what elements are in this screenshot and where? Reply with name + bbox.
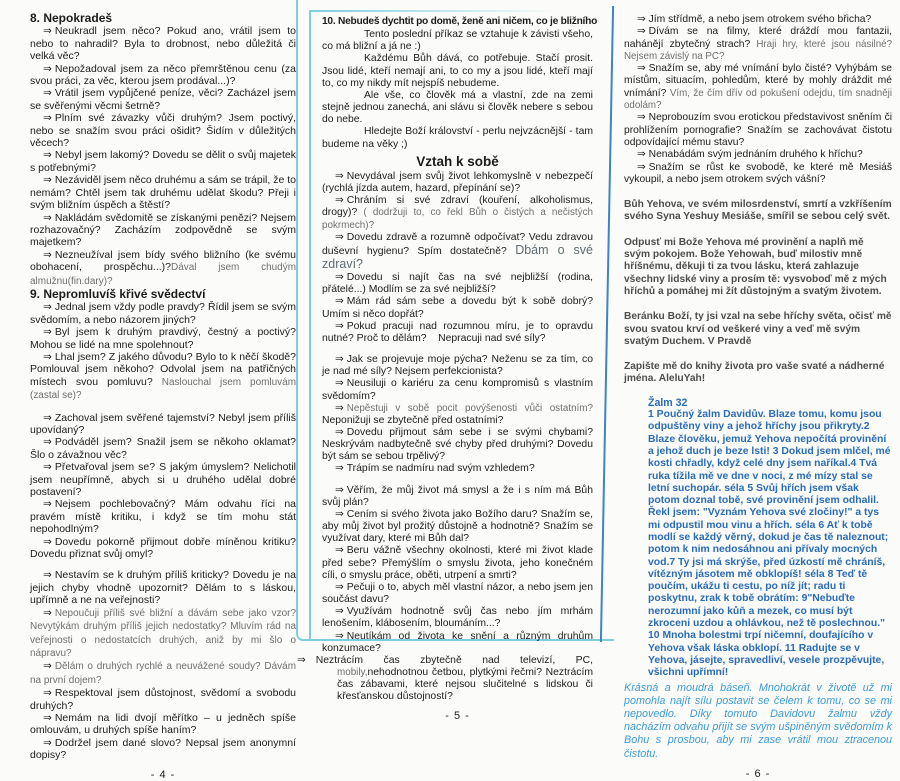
annotation-text: Vím, že čím dřív od pokušení odejdu, tím snadněji odolám?: [624, 87, 892, 112]
question-text: Nejsem pochlebovačný? Mám odvahu říci na pravém místě kritiku, i když se tím mohu stát nepohodlným?: [30, 498, 296, 536]
arrow-icon: ⇒: [297, 654, 306, 666]
question-item: [322, 631, 593, 655]
question-item: [624, 162, 892, 187]
question-text: Plním své závazky vůči druhým? Jsem poctivý, nebo se snažím svou práci ošidit? Šidím v důležitých věcech?: [30, 112, 296, 150]
arrow-icon: ⇒: [335, 427, 344, 438]
intro-paragraph: Každému Bůh dává, co potřebuje. Stačí prosit. Jsou lidé, kteří nemají ani, to co my a jsou lidé, kteří mají to, co my nikdy mít nejspíš nebudeme.: [322, 53, 593, 89]
question-text: Nakládám svědomitě se získanými penězi? Nejsem rozhazovačný? Zacházím zodpovědně se svým majetkem?: [30, 211, 296, 249]
arrow-icon: ⇒: [43, 174, 52, 187]
prayer-paragraph: Beránku Boží, ty jsi vzal na sebe hříchy světa, očisť mě svou svatou krví od veškeré viny a veď mě svým svatým Duchem. V Pravdě: [624, 311, 892, 347]
question-text: Využívám hodnotně svůj čas nebo jím mrhám lenošením, klábosením, bloumáním...?: [322, 606, 593, 630]
arrow-icon: ⇒: [43, 112, 52, 125]
question-item: [624, 149, 892, 161]
question-text: Nebyl jsem lakomý? Dovedu se dělit o svůj majetek s potřebnými?: [30, 149, 296, 174]
prayer-paragraph: Odpusť mi Bože Yehova mé provinění a naplň mě svým pokojem. Bože Yehowah, buď milostiv mně hříšnému, děkuji ti za tvou lásku, která zahlazuje všechny lidské viny a prosím tě: vysvoboď mě z mých hříchů a pomáhej mi žít důstojným a svatým životem.: [624, 236, 887, 297]
arrow-icon: ⇒: [335, 231, 344, 243]
question-item: [30, 536, 296, 561]
arrow-icon: ⇒: [335, 630, 344, 642]
arrow-icon: ⇒: [335, 170, 344, 182]
arrow-icon: ⇒: [43, 660, 52, 673]
psalm-text: 1 Poučný žalm Davidův. Blaze tomu, komu jsou odpuštěny viny a jehož hříchy jsou přikryty.2 Blaze člověku, jemuž Yehova nepočítá provinění a jehož duch je beze lsti! 3 Dokud jsem mlčel, mé kosti chřadly, když celé dny jsem naříkal.4 Tvá ruka tížila mě ve dne v noci, z mé mízy stal se letní suchopár. séla 5 Svůj hřích jsem však potom doznal tobě, své provinění jsem odhalil. Řekl jsem: "Vyznám Yehova své zločiny!" a tys mi odpustil mou vinu a hřích. séla 6 Ať k tobě modlí se každý věrný, dokud je čas tě naleznout; potom k nim nedosáhnou ani přívaly mocných vod.7 Ty jsi má skrýše, před úzkostí mě chráníš, vítězným jásotem mě obklopíš! séla 8 Teď tě poučím, ukážu ti cestu, po níž jít; radu ti poskytnu, zrak k tobě obrátím: 9"Nebuďte nerozumní jako kůň a mezek, co musí být zkroceni uzdou a ohlávkou, než tě poslechnou." 10 Mnoha bolestmi trpí ničemní, doufajícího v Yehova však láska obklopí. 11 Radujte se v Yehova, jásejte, spravedliví, vesele prozpěvujte, všichni upřímní!: [648, 409, 891, 679]
annotation-text: Nepoučuji příliš své bližní a dávám sebe jako vzor? Nevytýkám druhým příliš jejich nedostatky? Mluvím rád na veřejnosti o nedostatcích druhých, aniž by mi šlo o nápravu?: [30, 607, 296, 659]
arrow-icon: ⇒: [335, 545, 344, 557]
question-text: Nenabádám svým jednáním druhého k hříchu?: [648, 149, 863, 161]
question-item: [30, 112, 296, 149]
arrow-icon: ⇒: [335, 581, 344, 593]
question-text: Nemám na lidi dvojí měřítko – u jedněch spíše omlouvám, u druhých spíše haním?: [30, 711, 296, 737]
arrow-icon: ⇒: [43, 461, 52, 474]
question-item: [322, 232, 593, 272]
arrow-icon: ⇒: [43, 248, 52, 261]
arrow-icon: ⇒: [43, 350, 52, 363]
question-item: [624, 14, 892, 26]
arrow-icon: ⇒: [335, 195, 344, 207]
question-item: [322, 545, 593, 581]
question-text: Jednal jsem vždy podle pravdy? Řídil jsem se svým svědomím, a nebo názorem jiných?: [30, 301, 296, 326]
prayer-paragraph: Zapište mě do knihy života pro vaše svaté a nádherné jména. AleluYah!: [624, 361, 885, 385]
section-heading: 8. Nepokradeš: [30, 11, 113, 25]
question-item: [30, 412, 296, 437]
arrow-icon: ⇒: [43, 149, 52, 162]
column-divider-line-cyan: [309, 10, 311, 639]
arrow-icon: ⇒: [335, 378, 344, 390]
question-text: Mám rád sám sebe a dovedu být k sobě dobrý? Umím si něco dopřát?: [322, 296, 593, 320]
question-text: Nepožadoval jsem za něco přemrštěnou cenu (za svou práci, za věc, kterou jsem prodával...)?: [30, 62, 296, 88]
question-item: [322, 485, 593, 509]
section-heading: 10. Nebudeš dychtit po domě, ženě ani ničem, co je bližního: [322, 16, 598, 27]
section-heading: 9. Nepromluvíš křivé svědectví: [30, 286, 206, 301]
question-text: Nestavím se k druhým příliš kriticky? Dovedu je na jejich chyby vhodně upozornit? Dělám to s láskou, upřímně a ne na veřejnosti?: [30, 569, 296, 607]
question-text: Dovedu zdravě a rozumně odpočívat? Vedu zdravou duševní hygienu? Spím dostatečně?: [322, 231, 593, 257]
question-item: [322, 582, 593, 606]
arrow-icon: ⇒: [43, 606, 52, 619]
arrow-icon: ⇒: [43, 301, 52, 314]
arrow-icon: ⇒: [43, 535, 52, 548]
question-text: Neutíkám od života ke snění a různým druhům konzumace?: [322, 630, 593, 654]
arrow-icon: ⇒: [43, 569, 52, 582]
arrow-icon: ⇒: [335, 354, 344, 366]
annotation-text: Dbám o své zdraví?: [322, 242, 594, 271]
question-text: Vrátil jsem vypůjčené peníze, věci? Zacházel jsem se svěřenými věcmi šetrně?: [30, 87, 296, 112]
prayer-paragraph: Bůh Yehova, ve svém milosrdenství, smrtí a vzkříšením svého Syna Yeshuy Mesiáše, smířil se sebou celý svět.: [624, 199, 892, 223]
question-item: [30, 687, 296, 712]
question-item: [30, 174, 296, 211]
arrow-icon: ⇒: [43, 211, 52, 224]
arrow-icon: ⇒: [335, 402, 344, 414]
column-divider-line-blue: [600, 6, 614, 642]
question-item: [30, 301, 296, 326]
question-item: [30, 249, 296, 288]
question-item: [624, 26, 892, 63]
question-text: Podváděl jsem? Snažil jsem se někoho oklamat? Šlo o závažnou věc?: [30, 436, 296, 461]
arrow-icon: ⇒: [637, 161, 646, 173]
question-item: [322, 509, 593, 545]
question-item: [30, 149, 296, 174]
question-text: Dodržel jsem dané slovo? Nepsal jsem anonymní dopisy?: [30, 736, 296, 762]
question-item: [30, 607, 296, 661]
arrow-icon: ⇒: [43, 436, 52, 449]
question-text: Dovedu přijmout sám sebe i se svými chybami? Neskrývám nadbytečně své chyby před druhými? Dovedu být sám se sebou trpělivý?: [322, 427, 593, 463]
page-6-content: [624, 14, 892, 761]
question-text: Dívám se na filmy, které dráždí mou fantazii, nahánějí zbytečný strach?: [624, 26, 892, 50]
question-text: Neponižuji se zbytečně před ostatními?: [322, 414, 504, 426]
question-text: Respektoval jsem důstojnost, svědomí a svobodu druhých?: [30, 687, 296, 712]
question-text: nehodnotnou četbou, plytkými řečmi? Neztrácím čas zábavami, které nejsou slučitelné s lidskou či křesťanskou důstojností?: [337, 666, 593, 703]
question-item: [322, 354, 593, 378]
annotation-text: Hraji hry, které jsou násilné? Nejsem závislý na PC?: [624, 38, 892, 62]
question-item: [322, 427, 593, 463]
question-text: Pokud pracuji nad rozumnou míru, je to opravdu nutné? Proč to dělám? Nepracuji nad své síly?: [322, 320, 593, 344]
question-item: [30, 87, 296, 112]
question-text: Dovedu pokorně přijmout dobře míněnou kritiku? Dovedu přiznat svůj omyl?: [30, 535, 296, 561]
question-item: [30, 212, 296, 249]
question-text: Snažím se, aby mé vnímání bylo čisté? Vyhýbám se místům, situacím, pohledům, které by mohly dráždit mé vnímání?: [624, 63, 892, 99]
arrow-icon: ⇒: [43, 411, 52, 424]
question-text: Nevydával jsem svůj život lehkomyslně v nebezpečí (rychlá jízda autem, hazard, přepínání se)?: [322, 170, 593, 195]
question-item: [30, 461, 296, 498]
question-text: Nezneužíval jsem bídy svého bližního (ke svému obohacení, prospěchu...)?: [30, 248, 296, 274]
page-number-5: - 5 -: [445, 710, 470, 723]
question-text: Chráním si své zdraví (kouření, alkoholismus, drogy)?: [322, 195, 593, 219]
annotation-text: mobily,: [337, 666, 368, 678]
question-item: [322, 606, 593, 630]
arrow-icon: ⇒: [335, 320, 344, 332]
arrow-icon: ⇒: [335, 484, 344, 496]
page-5-content: [297, 16, 598, 703]
question-item: [30, 660, 296, 687]
question-text: Neukradl jsem něco? Pokud ano, vrátil jsem to nebo to nahradil? Byla to drobnost, nebo důležitá či velká věc?: [30, 25, 296, 63]
arrow-icon: ⇒: [43, 87, 52, 100]
arrow-icon: ⇒: [43, 711, 52, 724]
arrow-icon: ⇒: [335, 272, 344, 284]
question-item: [322, 296, 593, 320]
question-text: Beru vážně všechny okolnosti, které mi život klade před sebe? Přemýšlím o smyslu života, jeho konečném cíli, o smyslu práce, oběti, utrpení a smrti?: [322, 545, 593, 581]
question-item: [322, 195, 593, 231]
page-number-6: - 6 -: [745, 767, 771, 780]
arrow-icon: ⇒: [43, 687, 52, 700]
question-item: [624, 112, 892, 149]
question-text: Neztrácím čas zbytečně nad televizí, PC,: [315, 654, 593, 666]
question-item: [624, 63, 892, 112]
arrow-icon: ⇒: [43, 498, 52, 511]
question-text: Pečuji o to, abych měl vlastní názor, a nebo jsem jen součást davu?: [322, 581, 593, 606]
question-text: Jak se projevuje moje pýcha? Neženu se za tím, co je nad mé síly? Nejsem perfekcionista?: [322, 354, 593, 378]
question-text: Neprobouzím svou erotickou představivost sněním či prohlížením pornografie? Snažím se zachovávat čistotu odpovídající mému stavu?: [624, 112, 892, 148]
arrow-icon: ⇒: [43, 736, 52, 749]
question-item: [30, 436, 296, 461]
question-text: Jím střídmě, a nebo jsem otrokem svého břicha?: [648, 14, 872, 25]
arrow-icon: ⇒: [43, 25, 52, 38]
question-item: [322, 321, 593, 345]
question-item: [322, 463, 593, 475]
question-item: [30, 737, 296, 762]
question-text: Lhal jsem? Z jakého důvodu? Bylo to k něčí škodě? Pomlouval jsem někoho? Odvolal jsem na patřičných místech svou pomluvu?: [30, 350, 296, 388]
question-item: [322, 403, 593, 427]
question-item: [30, 569, 296, 606]
annotation-text: Dělám o druhých rychlé a neuvážené soudy? Dávám na první dojem?: [30, 661, 296, 686]
question-item: [322, 171, 593, 195]
question-item: [30, 63, 296, 88]
question-text: Nezáviděl jsem něco druhému a sám se trápil, že to nemám? Chtěl jsem tak druhému udělat škodu? Přeji i svým bližním úspěch a štěstí?: [30, 174, 296, 212]
arrow-icon: ⇒: [335, 606, 344, 618]
question-text: Cením si svého života jako Božího daru? Snažím se, aby můj život byl prožitý důstojně a hodnotně? Snažím se využívat dary, které mi Bůh dal?: [322, 508, 593, 545]
arrow-icon: ⇒: [637, 112, 646, 124]
question-text: Snažím se růst ke svobodě, ke které mě Mesiáš vykoupil, a nebo jsem otrokem svých vášní?: [624, 161, 892, 185]
arrow-icon: ⇒: [335, 296, 344, 308]
page-4-content: [30, 12, 296, 762]
annotation-text: Dával jsem chudým almužnu(fin.dary)?: [30, 262, 296, 287]
question-item: [30, 326, 296, 351]
question-text: Trápím se nadmíru nad svým vzhledem?: [346, 463, 535, 475]
question-text: Přetvařoval jsem se? S jakým úmyslem? Nelichotil jsem neupřímně, abych si u druhého udělal dobré postavení?: [30, 461, 296, 499]
page-5-column: [297, 16, 598, 723]
commentary-note: Krásná a moudrá báseň. Mnohokrát v životě už mi pomohla najít sílu postavit se čelem k tomu, co se mi nepovedlo. Díky tomuto Davidovu žalmu vždy nacházím odvahu přijít se svým ušpiněným svědomím k Bohu s prosbou, aby mi zase vrátil mou ztracenou čistotu.: [624, 681, 892, 760]
page-number-4: - 4 -: [150, 768, 176, 781]
question-item: [30, 498, 296, 535]
arrow-icon: ⇒: [43, 62, 52, 75]
question-item: [322, 378, 593, 402]
arrow-icon: ⇒: [637, 26, 646, 38]
arrow-icon: ⇒: [637, 63, 646, 75]
question-text: Zachoval jsem svěřené tajemství? Nebyl jsem příliš upovídaný?: [30, 411, 296, 436]
page-4-column: [30, 12, 296, 781]
psalm-title: Žalm 32: [648, 396, 688, 409]
intro-paragraph: Tento poslední příkaz se vztahuje k závisti všeho, co má bližní a já ne :): [322, 29, 593, 53]
annotation-text: ( dodržuji to, co řekl Bůh o čistých a nečistých pokrmech)?: [322, 207, 593, 231]
subsection-heading: Vztah k sobě: [416, 153, 499, 169]
question-item: [30, 351, 296, 403]
arrow-icon: ⇒: [637, 149, 646, 161]
question-text: Dovedu si najít čas na své nejbližší (rodina, přátelé...) Modlím se za své nejbližší?: [322, 272, 593, 296]
arrow-icon: ⇒: [335, 508, 344, 520]
page-6-column: [624, 14, 892, 780]
question-text: Byl jsem k druhým pravdivý, čestný a poctivý? Mohou se lidé na mne spolehnout?: [30, 326, 296, 351]
annotation-text: Naslouchal jsem pomluvám (zastal se)?: [30, 376, 297, 402]
question-text: Neusiluji o kariéru za cenu kompromisů s vlastním svědomím?: [322, 378, 593, 402]
page-5-top-border: [309, 10, 559, 12]
arrow-icon: ⇒: [637, 14, 646, 25]
intro-paragraph: Ale vše, co člověk má a vlastní, zde na zemi stejně jednou zanechá, ani slávu si člověk nebere s sebou do nebe.: [322, 89, 593, 126]
intro-paragraph: Hledejte Boží království - perlu nejvzácnější - tam budeme na věky ;): [322, 126, 593, 150]
annotation-text: Nepěstuji v sobě pocit povýšenosti vůči ostatním?: [346, 402, 593, 414]
arrow-icon: ⇒: [43, 326, 52, 339]
question-text: Věřím, že můj život má smysl a že i s ním má Bůh svůj plán?: [322, 484, 593, 508]
arrow-icon: ⇒: [335, 463, 344, 475]
question-item: [297, 654, 593, 704]
question-item: [322, 272, 593, 296]
question-item: [30, 712, 296, 737]
question-item: [30, 25, 296, 62]
